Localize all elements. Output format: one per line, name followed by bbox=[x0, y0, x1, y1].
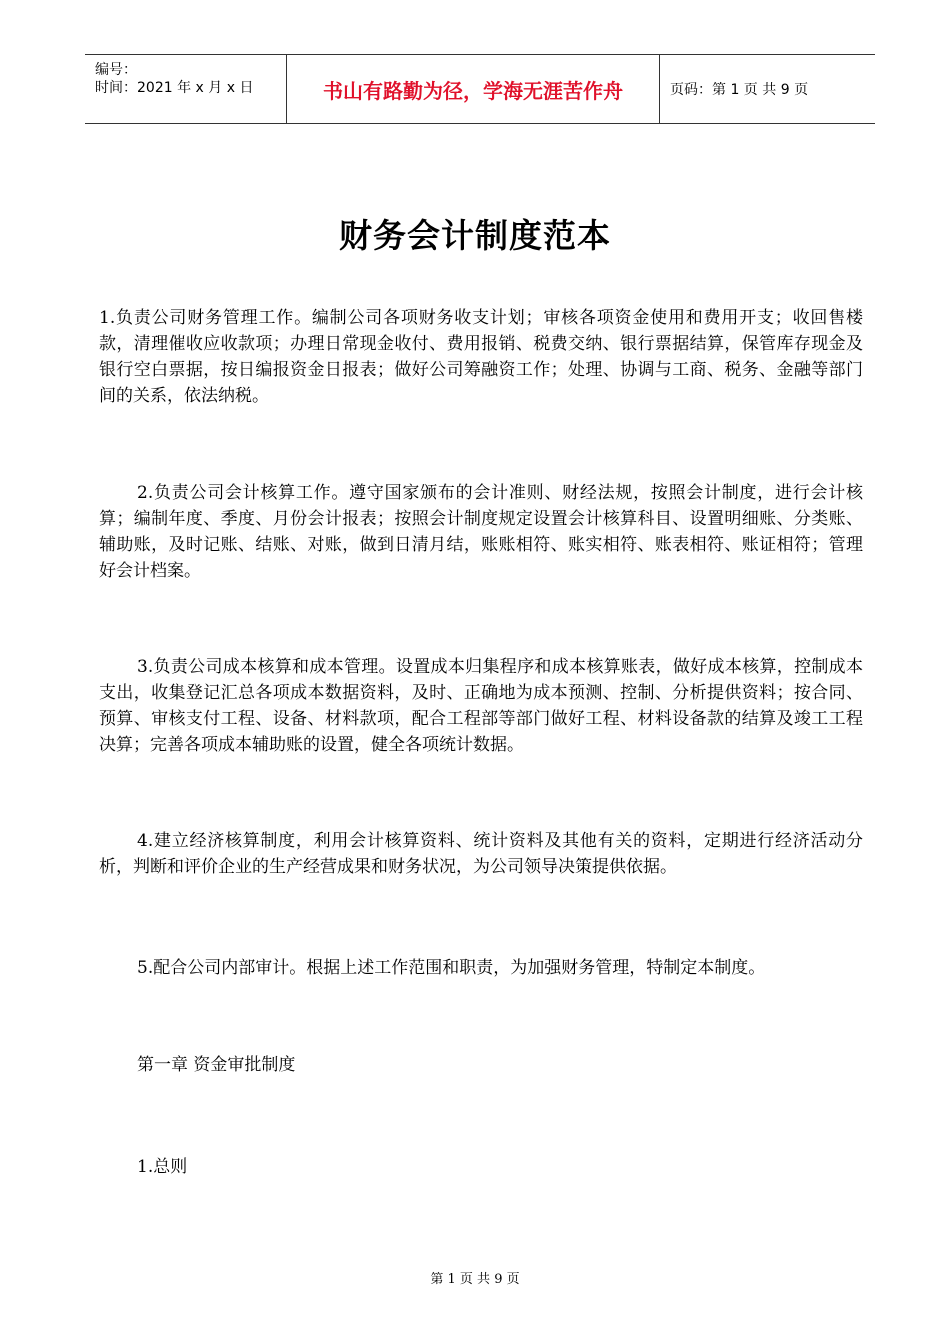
paragraph-3: 3.负责公司成本核算和成本管理。设置成本归集程序和成本核算账表，做好成本核算，控制成本支出，收集登记汇总各项成本数据资料，及时、正确地为成本预测、控制、分析提供资料；按合同、预算、审核支付工程、设备、材料款项，配合工程部等部门做好工程、材料设备款的结算及竣工工程决算；完善各项成本辅助账的设置，健全各项统计数据。 bbox=[99, 657, 863, 755]
document-title: 财务会计制度范本 bbox=[339, 216, 611, 255]
time-label: 时间：2021 年 x 月 x 日 bbox=[95, 80, 254, 96]
paragraph-2: 2.负责公司会计核算工作。遵守国家颁布的会计准则、财经法规，按照会计制度，进行会计核算；编制年度、季度、月份会计报表；按照会计制度规定设置会计核算科目、设置明细账、分类账、辅助账，及时记账、结账、对账，做到日清月结，账账相符、账实相符、账表相符、账证相符；管理好会计档案。 bbox=[99, 483, 863, 581]
page-footer: 第 1 页 共 9 页 bbox=[430, 1272, 520, 1287]
paragraph-1: 1.负责公司财务管理工作。编制公司各项财务收支计划；审核各项资金使用和费用开支；收回售楼款，清理催收应收款项；办理日常现金收付、费用报销、税费交纳、银行票据结算，保管库存现金及银行空白票据，按日编报资金日报表；做好公司筹融资工作；处理、协调与工商、税务、金融等部门间的关系，依法纳税。 bbox=[99, 308, 863, 406]
header-meta bbox=[85, 55, 287, 123]
page-header bbox=[85, 54, 875, 124]
paragraph-4: 4.建立经济核算制度，利用会计核算资料、统计资料及其他有关的资料，定期进行经济活动分析，判断和评价企业的生产经营成果和财务状况，为公司领导决策提供依据。 bbox=[99, 831, 863, 877]
header-motto: 书山有路勤为径，学海无涯苦作舟 bbox=[287, 55, 660, 123]
section-heading: 1.总则 bbox=[137, 1157, 188, 1177]
serial-label: 编号： bbox=[95, 62, 137, 78]
chapter-heading: 第一章 资金审批制度 bbox=[137, 1055, 296, 1075]
paragraph-5: 5.配合公司内部审计。根据上述工作范围和职责，为加强财务管理，特制定本制度。 bbox=[137, 958, 766, 978]
header-page-info: 页码：第 1 页 共 9 页 bbox=[670, 82, 809, 98]
